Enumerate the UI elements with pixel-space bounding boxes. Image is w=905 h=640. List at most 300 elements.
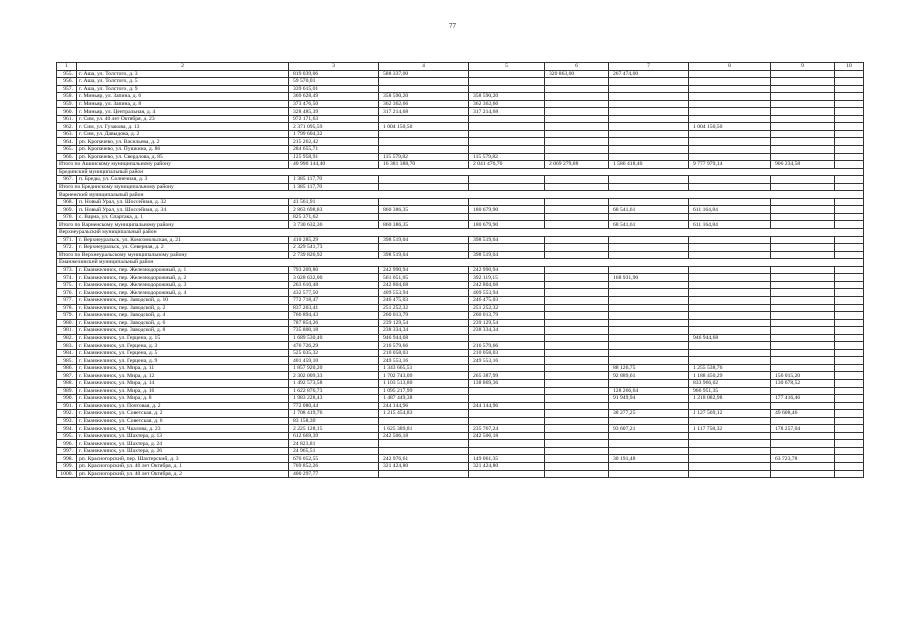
- table-row: [57, 440, 864, 448]
- amount-cell: 115 579,82: [379, 153, 469, 161]
- amount-cell: [469, 440, 545, 448]
- amount-cell: [609, 85, 689, 93]
- amount-cell: 321 424,80: [469, 462, 545, 470]
- district-name: Еманжелинский муниципальный район: [57, 259, 864, 267]
- amount-cell: [545, 213, 609, 221]
- row-number: 962.: [57, 123, 77, 131]
- amount-cell: [771, 312, 835, 320]
- amount-cell: [835, 417, 864, 425]
- amount-cell: [771, 462, 835, 470]
- amount-cell: [771, 281, 835, 289]
- address-cell: г. Еманжелинск, ул. Почтовая, д. 2: [77, 402, 289, 410]
- amount-cell: [771, 100, 835, 108]
- total-cell: 9 777 979,14: [689, 161, 771, 169]
- amount-cell: [379, 440, 469, 448]
- district-header-row: [57, 168, 864, 176]
- amount-cell: [469, 85, 545, 93]
- amount-cell: [545, 447, 609, 455]
- table-row: [57, 327, 864, 335]
- amount-cell: 409 553,94: [379, 289, 469, 297]
- district-name: Верхнеуральский муниципальный район: [57, 229, 864, 237]
- row-number: 955.: [57, 70, 77, 78]
- amount-cell: 3 028 632,00: [289, 274, 379, 282]
- amount-cell: 263 610,48: [289, 281, 379, 289]
- amount-cell: [609, 108, 689, 116]
- table-row: [57, 289, 864, 297]
- amount-cell: [609, 349, 689, 357]
- amount-cell: [835, 372, 864, 380]
- address-cell: рп. Кропачево, ул. Свердлова, д. 85: [77, 153, 289, 161]
- amount-cell: [835, 319, 864, 327]
- address-cell: г. Сим, ул. Гузакова, д. 13: [77, 123, 289, 131]
- amount-cell: 156 015,20: [771, 372, 835, 380]
- amount-cell: [771, 402, 835, 410]
- amount-cell: [689, 296, 771, 304]
- row-number: 956.: [57, 78, 77, 86]
- row-number: 982.: [57, 334, 77, 342]
- address-cell: г. Еманжелинск, ул. Мира, д. 11: [77, 364, 289, 372]
- row-number: 960.: [57, 108, 77, 116]
- district-header-row: [57, 191, 864, 199]
- amount-cell: [689, 304, 771, 312]
- amount-cell: 401 459,10: [289, 357, 379, 365]
- amount-cell: 1 702 743,09: [379, 372, 469, 380]
- table-row: [57, 387, 864, 395]
- amount-cell: 400 297,77: [289, 470, 379, 478]
- total-label: Итого по Ашинскому муниципальному району: [57, 161, 289, 169]
- address-cell: п. Новый Урал, ул. Шоссейная, д. 32: [77, 198, 289, 206]
- amount-cell: 251 252,32: [469, 304, 545, 312]
- amount-cell: [835, 470, 864, 478]
- table-row: [57, 93, 864, 101]
- amount-cell: [689, 236, 771, 244]
- amount-cell: [545, 425, 609, 433]
- amount-cell: [609, 213, 689, 221]
- amount-cell: [835, 357, 864, 365]
- amount-cell: [835, 100, 864, 108]
- amount-cell: [545, 274, 609, 282]
- amount-cell: [609, 319, 689, 327]
- amount-cell: 611 164,84: [689, 206, 771, 214]
- column-header: 7: [609, 63, 689, 71]
- address-cell: г. Еманжелинск, ул. Шахтера, д. 24: [77, 440, 289, 448]
- table-row: [57, 417, 864, 425]
- column-header: 1: [57, 63, 77, 71]
- amount-cell: [609, 447, 689, 455]
- column-header: 8: [689, 63, 771, 71]
- table-row: [57, 372, 864, 380]
- amount-cell: [609, 266, 689, 274]
- row-number: 989.: [57, 387, 77, 395]
- row-number: 971.: [57, 236, 77, 244]
- amount-cell: 409 553,94: [469, 289, 545, 297]
- amount-cell: [835, 379, 864, 387]
- address-cell: рп. Красногорский, ул. 40 лет Октября, д. 1: [77, 462, 289, 470]
- amount-cell: [771, 123, 835, 131]
- total-cell: [835, 183, 864, 191]
- table-row: [57, 379, 864, 387]
- amount-cell: [835, 296, 864, 304]
- total-cell: [545, 221, 609, 229]
- amount-cell: 362 362,66: [379, 100, 469, 108]
- amount-cell: [689, 470, 771, 478]
- table-row: [57, 447, 864, 455]
- amount-cell: 88 126,75: [609, 364, 689, 372]
- row-number: 998.: [57, 455, 77, 463]
- amount-cell: [835, 236, 864, 244]
- amount-cell: [609, 78, 689, 86]
- row-number: 965.: [57, 146, 77, 154]
- amount-cell: [609, 289, 689, 297]
- amount-cell: [379, 138, 469, 146]
- amount-cell: 525 035,32: [289, 349, 379, 357]
- amount-cell: [835, 364, 864, 372]
- amount-cell: [689, 85, 771, 93]
- row-number: 983.: [57, 342, 77, 350]
- data-table: [56, 62, 864, 478]
- amount-cell: [379, 115, 469, 123]
- amount-cell: [609, 327, 689, 335]
- amount-cell: [469, 364, 545, 372]
- amount-cell: [469, 395, 545, 403]
- row-number: 975.: [57, 281, 77, 289]
- amount-cell: 317 214,68: [379, 108, 469, 116]
- table-row: [57, 281, 864, 289]
- amount-cell: [609, 153, 689, 161]
- total-cell: 2 739 826,92: [289, 251, 379, 259]
- amount-cell: 260 013,79: [379, 312, 469, 320]
- address-cell: рп. Красногорский, ул. 40 лет Октября, д. 2: [77, 470, 289, 478]
- total-cell: [379, 183, 469, 191]
- amount-cell: [835, 78, 864, 86]
- amount-cell: [545, 402, 609, 410]
- address-cell: г. Еманжелинск, ул. Мира, д. 16: [77, 387, 289, 395]
- amount-cell: [379, 213, 469, 221]
- total-cell: [469, 183, 545, 191]
- table-row: [57, 455, 864, 463]
- row-number: 1000.: [57, 470, 77, 478]
- amount-cell: [689, 319, 771, 327]
- row-number: 995.: [57, 432, 77, 440]
- amount-cell: [545, 289, 609, 297]
- amount-cell: [609, 130, 689, 138]
- amount-cell: [835, 425, 864, 433]
- amount-cell: [771, 447, 835, 455]
- amount-cell: [835, 334, 864, 342]
- amount-cell: [835, 312, 864, 320]
- amount-cell: 946 944,68: [689, 334, 771, 342]
- amount-cell: [771, 364, 835, 372]
- table-row: [57, 462, 864, 470]
- amount-cell: 1 004 150,50: [379, 123, 469, 131]
- total-cell: 180 679,90: [469, 221, 545, 229]
- column-header: 6: [545, 63, 609, 71]
- amount-cell: 373 476,50: [289, 100, 379, 108]
- amount-cell: 177 416,46: [771, 395, 835, 403]
- amount-cell: [545, 379, 609, 387]
- amount-cell: 130 678,52: [771, 379, 835, 387]
- amount-cell: [689, 455, 771, 463]
- amount-cell: [469, 244, 545, 252]
- amount-cell: [689, 244, 771, 252]
- amount-cell: [545, 395, 609, 403]
- amount-cell: [689, 281, 771, 289]
- amount-cell: [689, 342, 771, 350]
- table-row: [57, 425, 864, 433]
- table-row: [57, 432, 864, 440]
- column-header: 5: [469, 63, 545, 71]
- amount-cell: [771, 319, 835, 327]
- amount-cell: [771, 85, 835, 93]
- amount-cell: [609, 304, 689, 312]
- address-cell: г. Аша, ул. Толстого, д. 9: [77, 85, 289, 93]
- amount-cell: [545, 236, 609, 244]
- total-cell: 40 990 144,40: [289, 161, 379, 169]
- amount-cell: 49 608,46: [771, 410, 835, 418]
- amount-cell: [545, 372, 609, 380]
- row-number: 958.: [57, 93, 77, 101]
- amount-cell: 772 080,44: [289, 402, 379, 410]
- amount-cell: 125 958,91: [289, 153, 379, 161]
- amount-cell: 242 506,18: [379, 432, 469, 440]
- amount-cell: [545, 319, 609, 327]
- column-header: 2: [77, 63, 289, 71]
- amount-cell: 369 628,49: [289, 93, 379, 101]
- amount-cell: [609, 244, 689, 252]
- table-row: [57, 236, 864, 244]
- amount-cell: [609, 342, 689, 350]
- amount-cell: 2 225 128,15: [289, 425, 379, 433]
- amount-cell: [545, 266, 609, 274]
- amount-cell: 24 965,51: [289, 447, 379, 455]
- row-number: 977.: [57, 296, 77, 304]
- table-row: [57, 395, 864, 403]
- amount-cell: [469, 146, 545, 154]
- address-cell: г. Еманжелинск, пер. Железнодорожный, д. 4: [77, 289, 289, 297]
- amount-cell: 41 561,91: [289, 198, 379, 206]
- amount-cell: [689, 440, 771, 448]
- amount-cell: [545, 334, 609, 342]
- amount-cell: [609, 296, 689, 304]
- amount-cell: [835, 447, 864, 455]
- row-number: 966.: [57, 153, 77, 161]
- amount-cell: 670 052,55: [289, 455, 379, 463]
- amount-cell: [689, 266, 771, 274]
- amount-cell: 1 857 920,20: [289, 364, 379, 372]
- amount-cell: [379, 85, 469, 93]
- amount-cell: [771, 357, 835, 365]
- amount-cell: 138 869,36: [469, 379, 545, 387]
- amount-cell: [689, 462, 771, 470]
- amount-cell: 216 579,66: [379, 342, 469, 350]
- amount-cell: [835, 130, 864, 138]
- amount-cell: [545, 342, 609, 350]
- amount-cell: [835, 146, 864, 154]
- amount-cell: [835, 93, 864, 101]
- total-cell: 3 730 632,36: [289, 221, 379, 229]
- amount-cell: 946 944,68: [379, 334, 469, 342]
- amount-cell: 1 625 389,81: [379, 425, 469, 433]
- amount-cell: [689, 70, 771, 78]
- column-header: 3: [289, 63, 379, 71]
- address-cell: г. Еманжелинск, пер. Железнодорожный, д. 3: [77, 281, 289, 289]
- amount-cell: 825 371,62: [289, 213, 379, 221]
- amount-cell: 149 061,35: [469, 455, 545, 463]
- amount-cell: [379, 176, 469, 184]
- amount-cell: [545, 206, 609, 214]
- amount-cell: [545, 153, 609, 161]
- row-number: 969.: [57, 206, 77, 214]
- total-cell: [545, 251, 609, 259]
- amount-cell: 476 726,29: [289, 342, 379, 350]
- amount-cell: [689, 108, 771, 116]
- address-cell: г. Сим, ул. 40 лет Октября, д. 23: [77, 115, 289, 123]
- amount-cell: [835, 455, 864, 463]
- total-cell: [609, 251, 689, 259]
- amount-cell: [771, 327, 835, 335]
- amount-cell: 1 127 569,12: [689, 410, 771, 418]
- address-cell: г. Еманжелинск, ул. Шахтера, д. 13: [77, 432, 289, 440]
- amount-cell: [545, 296, 609, 304]
- amount-cell: 210 058,03: [379, 349, 469, 357]
- amount-cell: [469, 213, 545, 221]
- row-number: 996.: [57, 440, 77, 448]
- amount-cell: 966 951,35: [689, 387, 771, 395]
- table-row: [57, 349, 864, 357]
- amount-cell: [771, 266, 835, 274]
- amount-cell: [379, 146, 469, 154]
- table-row: [57, 296, 864, 304]
- amount-cell: [835, 289, 864, 297]
- table-row: [57, 213, 864, 221]
- district-total-row: [57, 251, 864, 259]
- amount-cell: [469, 138, 545, 146]
- amount-cell: [689, 289, 771, 297]
- amount-cell: [609, 357, 689, 365]
- amount-cell: [689, 312, 771, 320]
- total-cell: [835, 221, 864, 229]
- district-total-row: [57, 161, 864, 169]
- table-row: [57, 153, 864, 161]
- amount-cell: 358 590,20: [379, 93, 469, 101]
- table-row: [57, 115, 864, 123]
- amount-cell: [689, 198, 771, 206]
- table-row: [57, 138, 864, 146]
- table-row: [57, 266, 864, 274]
- total-cell: [771, 221, 835, 229]
- district-total-row: [57, 221, 864, 229]
- amount-cell: [835, 432, 864, 440]
- amount-cell: 284 655,71: [289, 146, 379, 154]
- table-row: [57, 342, 864, 350]
- amount-cell: 819 039,06: [289, 70, 379, 78]
- table-row: [57, 312, 864, 320]
- amount-cell: 410 285,29: [289, 236, 379, 244]
- total-cell: [545, 183, 609, 191]
- address-cell: г. Миньяр, ул. Запина, д. 6: [77, 93, 289, 101]
- amount-cell: [771, 130, 835, 138]
- amount-cell: 1 689 530,40: [289, 334, 379, 342]
- amount-cell: [545, 138, 609, 146]
- table-row: [57, 334, 864, 342]
- amount-cell: [545, 176, 609, 184]
- address-cell: г. Еманжелинск, ул. Мира, д. 14: [77, 379, 289, 387]
- amount-cell: [835, 440, 864, 448]
- amount-cell: [771, 78, 835, 86]
- amount-cell: [835, 85, 864, 93]
- amount-cell: [689, 115, 771, 123]
- total-cell: 1 586 418,40: [609, 161, 689, 169]
- amount-cell: [545, 198, 609, 206]
- amount-cell: [835, 244, 864, 252]
- amount-cell: [545, 115, 609, 123]
- address-cell: г. Еманжелинск, ул. Герцена, д. 5: [77, 349, 289, 357]
- row-number: 985.: [57, 357, 77, 365]
- district-header-row: [57, 259, 864, 267]
- amount-cell: [609, 100, 689, 108]
- amount-cell: [469, 387, 545, 395]
- row-number: 964.: [57, 138, 77, 146]
- row-number: 979.: [57, 312, 77, 320]
- amount-cell: 561 051,05: [379, 274, 469, 282]
- amount-cell: 972 171,63: [289, 115, 379, 123]
- amount-cell: [771, 198, 835, 206]
- address-cell: г. Еманжелинск, ул. Советская, д. 2: [77, 410, 289, 418]
- amount-cell: 392 119,15: [469, 274, 545, 282]
- amount-cell: 833 966,02: [689, 379, 771, 387]
- amount-cell: 735 800,18: [289, 327, 379, 335]
- amount-cell: [469, 334, 545, 342]
- amount-cell: [545, 432, 609, 440]
- amount-cell: [379, 447, 469, 455]
- address-cell: г. Еманжелинск, ул. Мира, д. 12: [77, 372, 289, 380]
- amount-cell: [545, 387, 609, 395]
- amount-cell: 91 949,94: [609, 395, 689, 403]
- amount-cell: [469, 417, 545, 425]
- amount-cell: 787 854,26: [289, 319, 379, 327]
- amount-cell: 321 424,80: [379, 462, 469, 470]
- amount-cell: [545, 462, 609, 470]
- amount-cell: [545, 455, 609, 463]
- amount-cell: [771, 206, 835, 214]
- amount-cell: [689, 402, 771, 410]
- amount-cell: [469, 447, 545, 455]
- amount-cell: 242 976,61: [379, 455, 469, 463]
- address-cell: рп. Красногорский, пер. Шахтерский, д. 3: [77, 455, 289, 463]
- table-row: [57, 176, 864, 184]
- amount-cell: 30 191,48: [609, 455, 689, 463]
- amount-cell: [379, 244, 469, 252]
- row-number: 986.: [57, 364, 77, 372]
- row-number: 961.: [57, 115, 77, 123]
- amount-cell: 588 337,00: [379, 70, 469, 78]
- amount-cell: [689, 100, 771, 108]
- amount-cell: [545, 312, 609, 320]
- amount-cell: [469, 78, 545, 86]
- amount-cell: [771, 146, 835, 154]
- amount-cell: 180 679,90: [469, 206, 545, 214]
- amount-cell: 83 158,30: [289, 417, 379, 425]
- amount-cell: 238 334,34: [379, 327, 469, 335]
- amount-cell: [771, 108, 835, 116]
- amount-cell: 242 804,68: [379, 281, 469, 289]
- amount-cell: 260 013,79: [469, 312, 545, 320]
- amount-cell: [835, 115, 864, 123]
- row-number: 963.: [57, 130, 77, 138]
- table-row: [57, 364, 864, 372]
- table-row: [57, 244, 864, 252]
- amount-cell: 1 487 449,38: [379, 395, 469, 403]
